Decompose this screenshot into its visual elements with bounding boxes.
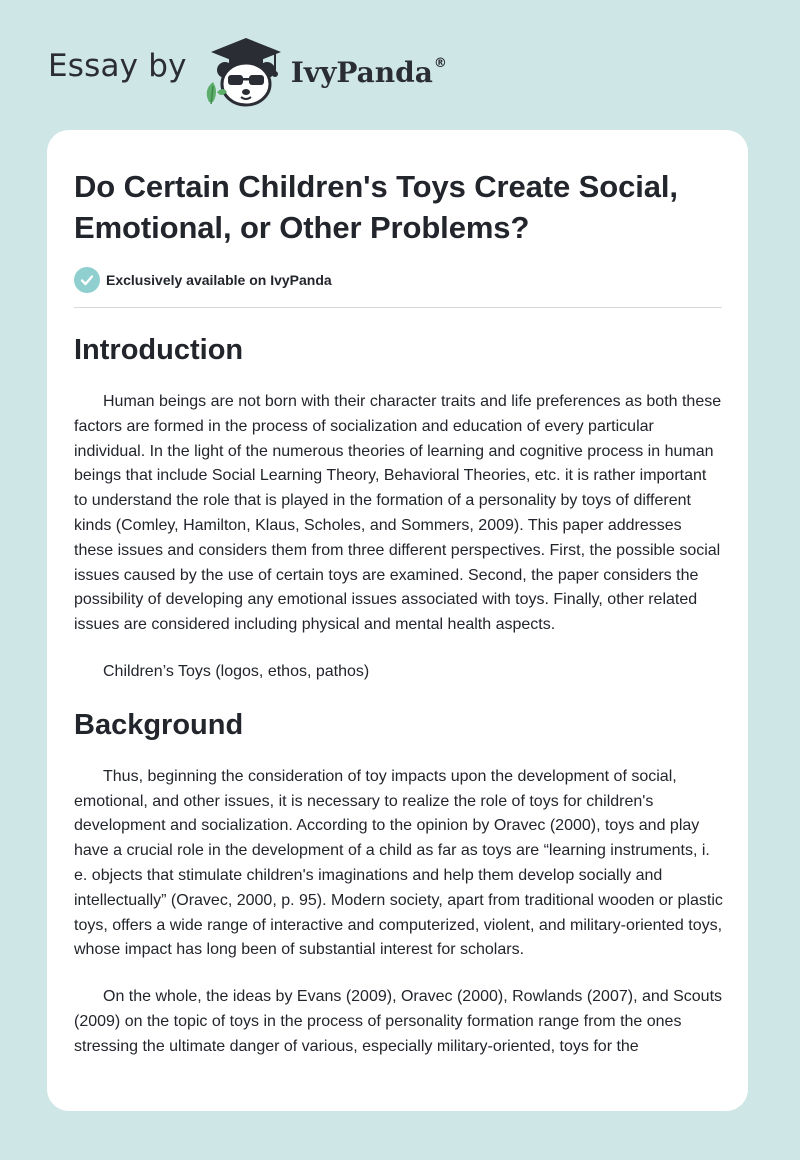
exclusive-badge [74, 266, 722, 294]
brand-name-text[interactable]: IvyPanda [290, 55, 433, 89]
article-card [47, 130, 748, 1111]
panda-logo-icon[interactable] [201, 30, 291, 110]
section-heading-introduction: Introduction [74, 334, 244, 366]
brand-header [48, 30, 447, 110]
paragraph: Children’s Toys (logos, ethos, pathos) [103, 662, 370, 680]
paragraph: Human beings are not born with their character traits and life preferences as both these factors are formed in the process of socialization and education of every particular individual. In the light of the numerous theories of learning and cognitive process in human beings that include Social Learning Theory, Behavioral Theories, etc. it is rather important to understand the role that is played in the formation of a personality by toys of different kinds (Comley, Hamilton, Klaus, Scholes, and Sommers, 2009). This paper addresses these issues and considers them from three different perspectives. First, the possible social issues caused by the use of certain toys are examined. Second, the paper considers the possibility of developing any emotional issues associated with toys. Finally, other related issues are considered including physical and mental health aspects. [74, 393, 722, 634]
brand-prefix: Essay by [48, 48, 187, 84]
exclusive-label: Exclusively available on IvyPanda [106, 272, 332, 288]
brand-registered-mark: ® [433, 56, 447, 72]
paragraph: On the whole, the ideas by Evans (2009), Oravec (2000), Rowlands (2007), and Scouts (2009) on the topic of toys in the process of personality formation range from the ones stressing the ultimate danger of various, especially military-oriented, toys for the [74, 988, 723, 1055]
checkmark-icon [74, 267, 100, 293]
brand-name[interactable] [291, 56, 447, 89]
article-title: Do Certain Children's Toys Create Social, Emotional, or Other Problems? [74, 169, 678, 245]
divider [74, 307, 722, 308]
paragraph: Thus, beginning the consideration of toy impacts upon the development of social, emotional, and other issues, it is necessary to realize the role of toys for children's development and socialization. According to the opinion by Oravec (2000), toys and play have a crucial role in the development of a child as far as toys are “learning instruments, i. e. objects that stimulate children's imaginations and help them develop socially and intellectually” (Oravec, 2000, p. 95). Modern society, apart from traditional wooden or plastic toys, offers a wide range of interactive and computerized, violent, and military-oriented toys, whose impact has long been of substantial interest for scholars. [74, 767, 723, 959]
section-heading-background: Background [74, 708, 244, 741]
